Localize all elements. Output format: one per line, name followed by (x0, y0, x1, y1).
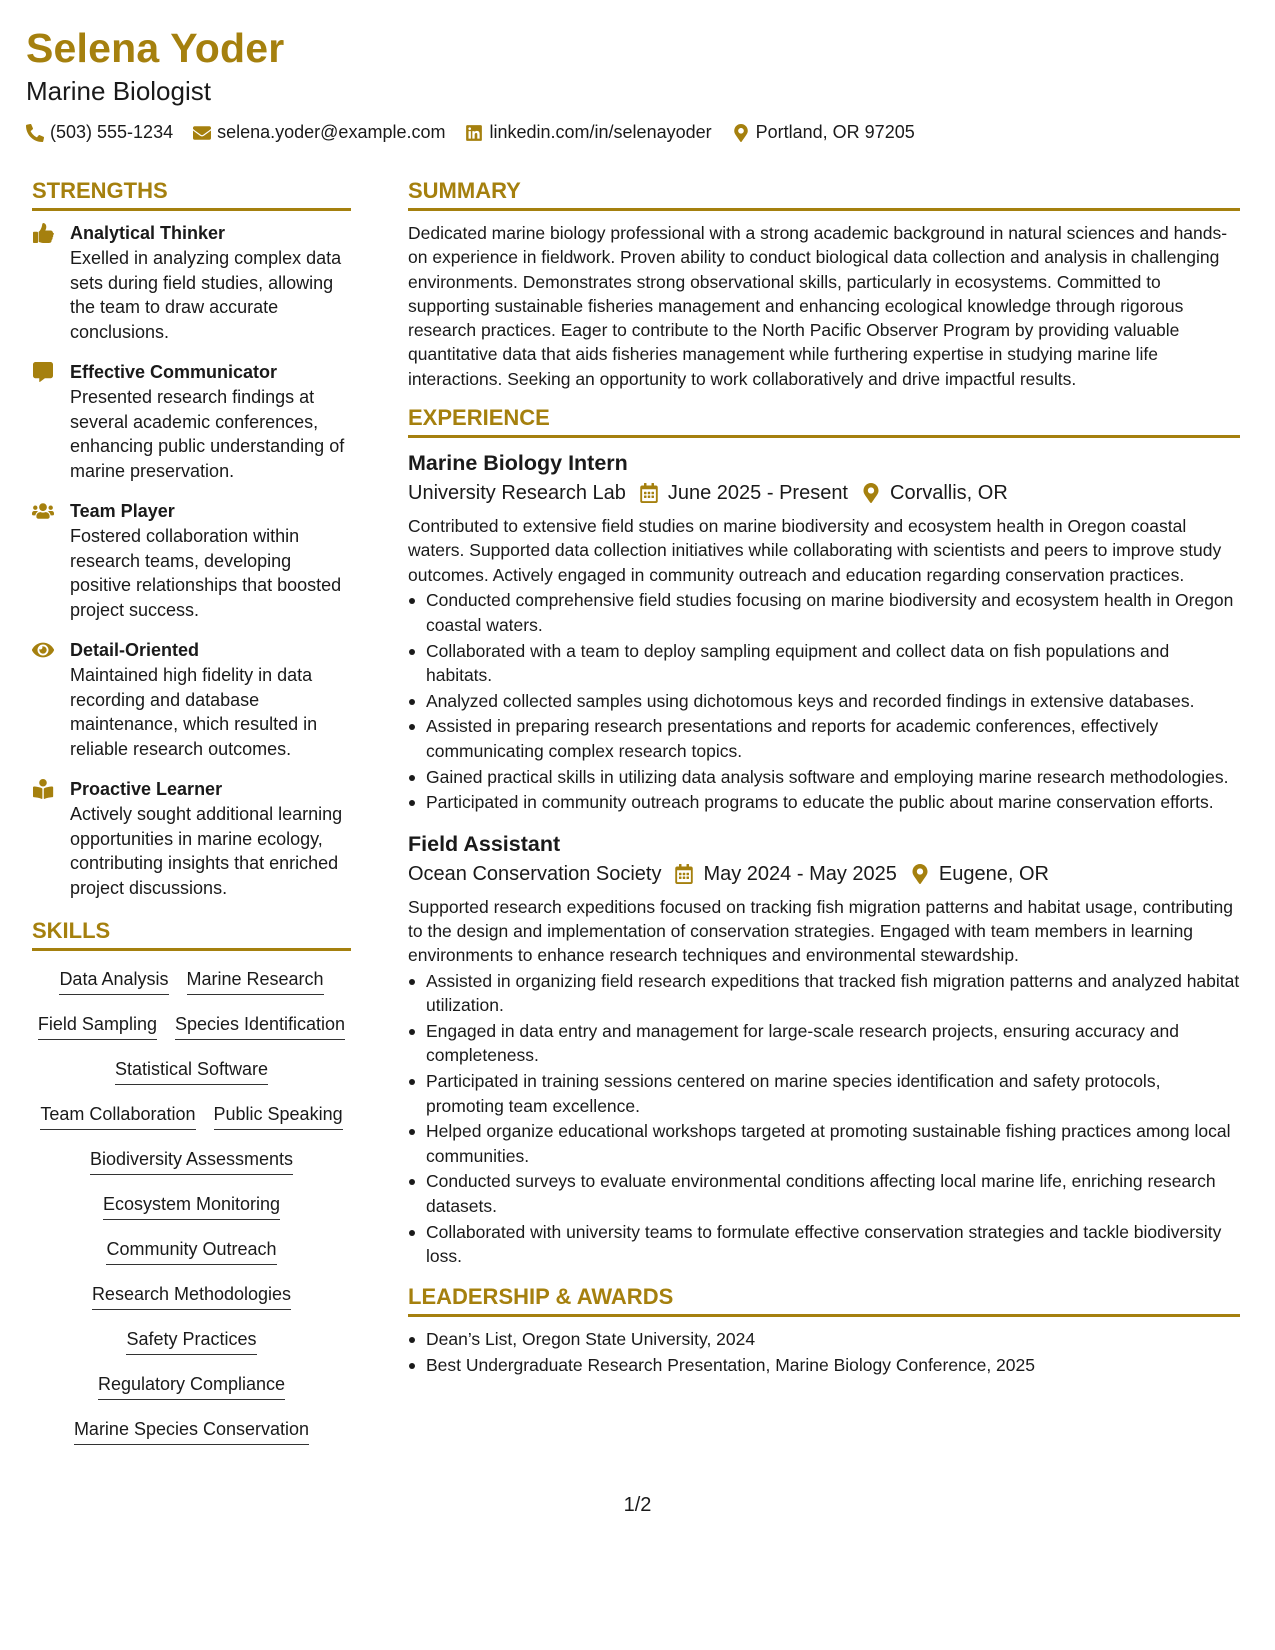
job-title: Marine Biology Intern (408, 451, 628, 476)
list-item: Conducted comprehensive field studies focusing on marine biodiversity and ecosystem health in Oregon coastal waters. (426, 588, 1240, 637)
strength-title: Proactive Learner (70, 779, 223, 799)
strength-item (32, 221, 351, 344)
skill-tag: Statistical Software (115, 1057, 268, 1085)
list-item: Dean’s List, Oregon State University, 2024 (426, 1327, 1240, 1351)
contact-linkedin[interactable] (465, 122, 711, 143)
list-item: Helped organize educational workshops targeted at promoting sustainable fishing practices among local communities. (426, 1119, 1240, 1168)
job-bullets (408, 969, 1240, 1268)
linkedin-icon (465, 124, 483, 142)
strength-desc: Exelled in analyzing complex data sets during field studies, allowing the team to draw accurate conclusions. (70, 248, 342, 342)
job-org: Ocean Conservation Society (408, 862, 662, 885)
list-item: Conducted surveys to evaluate environmental conditions affecting local marine life, enriching research datasets. (426, 1169, 1240, 1218)
job-meta (408, 478, 1240, 508)
skills-list (32, 961, 351, 1462)
job-dates: June 2025 - Present (667, 482, 848, 505)
candidate-title: Marine Biologist (26, 76, 211, 106)
list-item: Collaborated with a team to deploy sampling equipment and collect data on fish populations and habitats. (426, 639, 1240, 688)
leadership-list (408, 1327, 1240, 1377)
thumbs-up-icon (32, 223, 54, 243)
candidate-name: Selena Yoder (26, 25, 285, 71)
skill-tag: Species Identification (175, 1012, 345, 1040)
strength-title: Team Player (70, 501, 175, 521)
skill-tag: Marine Research (187, 967, 324, 995)
skill-tag: Research Methodologies (92, 1282, 291, 1310)
leadership-heading: LEADERSHIP & AWARDS (408, 1282, 1240, 1317)
contact-email[interactable] (193, 122, 445, 143)
contact-location (732, 122, 915, 143)
list-item: Collaborated with university teams to formulate effective conservation strategies and tackle biodiversity loss. (426, 1220, 1240, 1269)
users-icon (32, 501, 54, 521)
skill-tag: Biodiversity Assessments (90, 1147, 293, 1175)
calendar-icon (640, 483, 658, 503)
strength-item (32, 360, 351, 483)
skill-tag: Marine Species Conservation (74, 1417, 309, 1445)
contact-email-text: selena.yoder@example.com (217, 122, 446, 142)
job-org: University Research Lab (408, 482, 626, 505)
list-item: Participated in community outreach programs to educate the public about marine conservation efforts. (426, 790, 1240, 814)
job-meta (408, 859, 1240, 889)
contact-location-text: Portland, OR 97205 (755, 122, 915, 142)
list-item: Best Undergraduate Research Presentation, Marine Biology Conference, 2025 (426, 1353, 1240, 1377)
job-description: Contributed to extensive field studies on marine biodiversity and ecosystem health in Oregon coastal waters. Supported data collection initiatives while collaborating with scientists and peers to improve study outcomes. Actively engaged in community outreach and education regarding conservation practices. (408, 516, 1222, 585)
experience-heading: EXPERIENCE (408, 403, 1240, 438)
map-pin-icon (911, 864, 929, 884)
calendar-icon (675, 864, 693, 884)
strength-item (32, 499, 351, 622)
map-pin-icon (862, 483, 880, 503)
skill-tag: Community Outreach (106, 1237, 276, 1265)
strength-desc: Actively sought additional learning opportunities in marine ecology, contributing insights that enriched project discussions. (70, 804, 343, 898)
strengths-heading: STRENGTHS (32, 176, 351, 211)
skill-tag: Ecosystem Monitoring (103, 1192, 280, 1220)
phone-icon (26, 124, 44, 142)
job-location: Eugene, OR (938, 862, 1049, 885)
skill-tag: Safety Practices (126, 1327, 256, 1355)
contact-phone (26, 122, 173, 143)
job-bullets (408, 588, 1240, 814)
strength-title: Effective Communicator (70, 362, 278, 382)
map-pin-icon (732, 124, 750, 142)
summary-text: Dedicated marine biology professional with a strong academic background in natural sciences and hands-on experience in fieldwork. Proven ability to conduct biological data collection and analysis in challenging environments. Demonstrates strong observational skills, particularly in ecosystems. Committed to supporting sustainable fisheries management and enhancing ecological knowledge through rigorous research practices. Eager to contribute to the North Pacific Observer Program by providing valuable quantitative data that aids fisheries management while furthering expertise in studying marine life interactions. Seeking an opportunity to work collaboratively and drive impactful results. (408, 223, 1228, 389)
resume-header (26, 24, 1246, 143)
skill-tag: Regulatory Compliance (98, 1372, 285, 1400)
skills-heading: SKILLS (32, 916, 351, 951)
skill-tag: Public Speaking (214, 1102, 343, 1130)
envelope-icon (193, 124, 211, 142)
strength-desc: Fostered collaboration within research teams, developing positive relationships that boosted project success. (70, 526, 342, 620)
skill-tag: Data Analysis (59, 967, 168, 995)
list-item: Assisted in preparing research presentations and reports for academic conferences, effectively communicating complex research topics. (426, 714, 1240, 763)
job-dates: May 2024 - May 2025 (703, 862, 897, 885)
skill-tag: Field Sampling (38, 1012, 157, 1040)
strength-item (32, 638, 351, 761)
list-item: Participated in training sessions centered on marine species identification and safety protocols, promoting team excellence. (426, 1069, 1240, 1118)
comment-icon (32, 362, 54, 382)
job-title: Field Assistant (408, 831, 561, 856)
page-number: 1/2 (623, 1494, 652, 1516)
eye-icon (32, 640, 54, 660)
strength-title: Detail-Oriented (70, 640, 200, 660)
list-item: Engaged in data entry and management for large-scale research projects, ensuring accuracy and completeness. (426, 1019, 1240, 1068)
job-description: Supported research expeditions focused on tracking fish migration patterns and habitat usage, contributing to the design and implementation of conservation strategies. Engaged with team members in learning environments to enhance research techniques and environmental stewardship. (408, 896, 1233, 966)
job-location: Corvallis, OR (890, 482, 1008, 505)
list-item: Assisted in organizing field research expeditions that tracked fish migration patterns and analyzed habitat utilization. (426, 969, 1240, 1018)
job-entry (408, 829, 1240, 1268)
contact-linkedin-text: linkedin.com/in/selenayoder (489, 122, 712, 142)
contact-phone-text: (503) 555-1234 (50, 122, 174, 142)
contact-row (26, 122, 1246, 143)
skill-tag: Team Collaboration (40, 1102, 195, 1130)
strength-desc: Maintained high fidelity in data recording and database maintenance, which resulted in reliable research outcomes. (70, 665, 318, 759)
right-column (408, 176, 1240, 1377)
list-item: Analyzed collected samples using dichotomous keys and recorded findings in extensive databases. (426, 689, 1240, 713)
left-column (32, 176, 351, 1462)
strength-desc: Presented research findings at several academic conferences, enhancing public understanding of marine preservation. (70, 387, 345, 481)
list-item: Gained practical skills in utilizing data analysis software and employing marine research methodologies. (426, 765, 1240, 789)
job-entry (408, 448, 1240, 815)
book-reader-icon (32, 779, 54, 799)
summary-heading: SUMMARY (408, 176, 1240, 211)
strength-title: Analytical Thinker (70, 223, 226, 243)
strength-item (32, 777, 351, 900)
